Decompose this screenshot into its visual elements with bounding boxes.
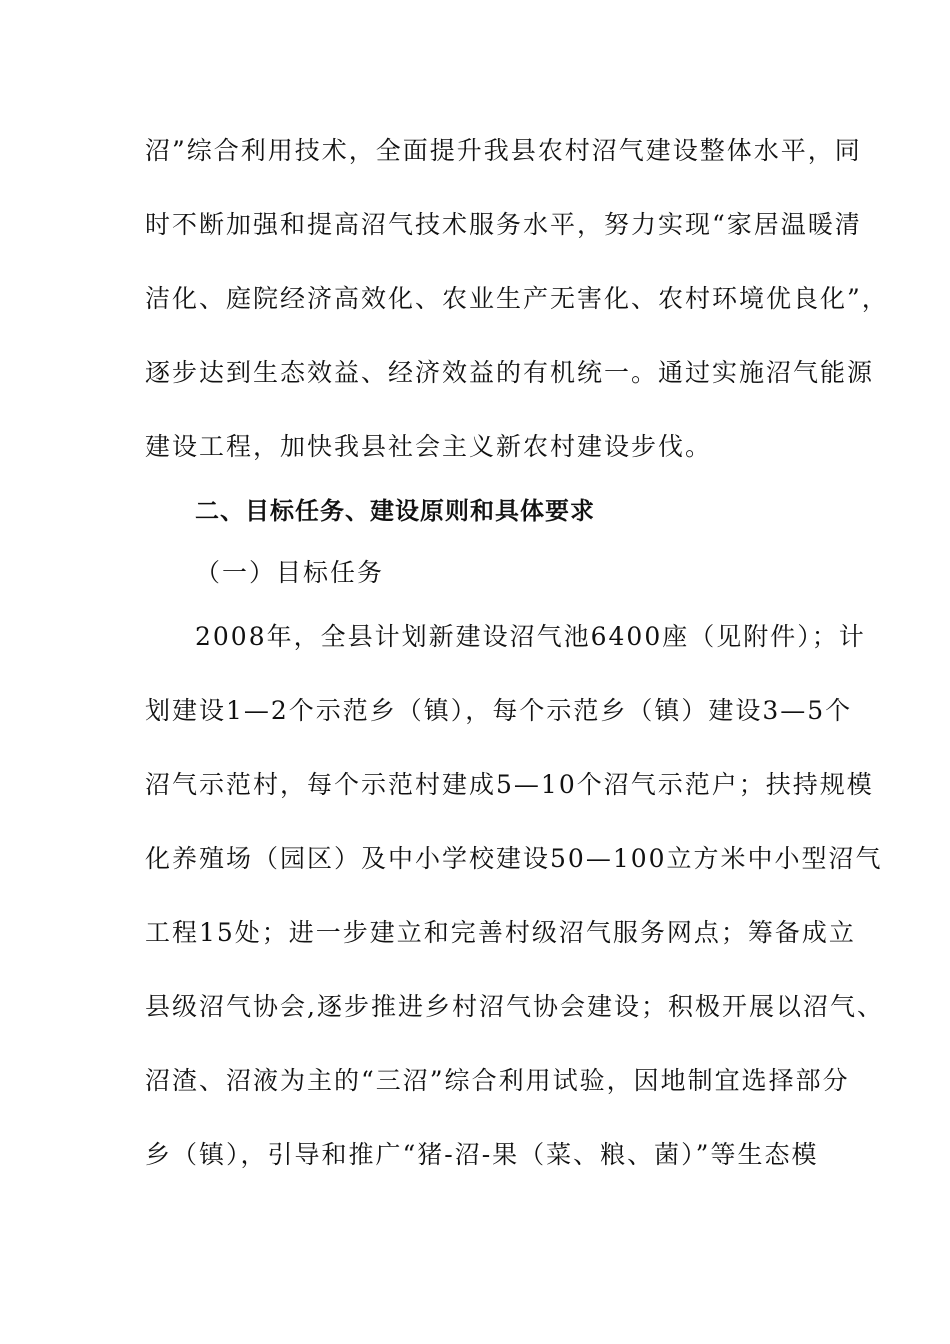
paragraph-2-line-1: 2008年，全县计划新建设沼气池6400座（见附件）；计	[195, 622, 866, 651]
paragraph-2-line-7: 沼渣、沼液为主的“三沼”综合利用试验，因地制宜选择部分	[145, 1066, 850, 1095]
paragraph-2-line-4: 化养殖场（园区）及中小学校建设50—100立方米中小型沼气	[145, 844, 883, 873]
paragraph-1-line-3: 洁化、庭院经济高效化、农业生产无害化、农村环境优良化”，	[145, 284, 889, 313]
paragraph-1-line-1: 沼”综合利用技术，全面提升我县农村沼气建设整体水平，同	[145, 136, 862, 165]
paragraph-2-line-3: 沼气示范村，每个示范村建成5—10个沼气示范户；扶持规模	[145, 770, 874, 799]
paragraph-1-line-5: 建设工程，加快我县社会主义新农村建设步伐。	[145, 432, 713, 461]
paragraph-1-line-2: 时不断加强和提高沼气技术服务水平，努力实现“家居温暖清	[145, 210, 862, 239]
paragraph-2-line-6: 县级沼气协会,逐步推进乡村沼气协会建设；积极开展以沼气、	[145, 992, 884, 1021]
section-heading: 二、目标任务、建设原则和具体要求	[195, 497, 595, 525]
paragraph-1-line-4: 逐步达到生态效益、经济效益的有机统一。通过实施沼气能源	[145, 358, 875, 387]
paragraph-2-line-2: 划建设1—2个示范乡（镇），每个示范乡（镇）建设3—5个	[145, 696, 853, 725]
paragraph-2-line-8: 乡（镇），引导和推广“猪-沼-果（菜、粮、菌）”等生态模	[145, 1140, 819, 1169]
paragraph-2-line-5: 工程15处；进一步建立和完善村级沼气服务网点；筹备成立	[145, 918, 856, 947]
subsection-heading: （一）目标任务	[195, 558, 385, 587]
